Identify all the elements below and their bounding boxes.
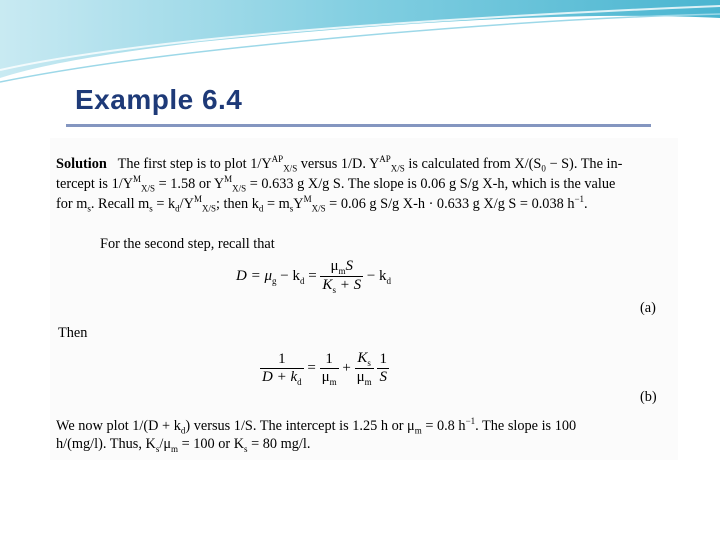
title-underline bbox=[66, 124, 651, 127]
equation-a-tag: (a) bbox=[640, 300, 656, 316]
equation-b-tag: (b) bbox=[640, 389, 657, 405]
solution-label: Solution bbox=[56, 155, 107, 172]
then-text: Then bbox=[58, 325, 88, 341]
solution-line-2: tercept is $1/Y^M_{X/S} = 1.58$ or $Y^M_{X/S} = 0.633$ g X/g S. The slope is 0.06 g S/g X-h, which is the value bbox=[56, 174, 616, 194]
equation-a: $D = \mu_g - k_d$ = $\frac{\mu_mS}{K_s + S}$ − $k_d$ bbox=[236, 258, 392, 295]
final-line-1: We now plot $1/(D + k_d)$ versus 1/S. The intercept is 1.25 h or $\mu_m = 0.8$ $h^{-1}$. The slope is 100 bbox=[56, 416, 577, 436]
solution-line-1: Solution The first step is to plot $1/Y^{AP}_{X/S}$ versus 1/D. $Y^{AP}_{X/S}$ is calculated from $X/(S_0 - S)$. The in- bbox=[56, 154, 623, 174]
solution-line-3: for $m_s$. Recall $m_s = k_d/Y^M_{X/S}$; then $k_d = m_sY^M_{X/S} = 0.06$ g S/g X-h · 0.633 g X/g S = 0.038 $h^{-1}$. bbox=[56, 194, 588, 214]
equation-b: $\frac{1}{D + k_d}$ = $\frac{1}{\mu_m}$ + $\frac{K_s}{\mu_m}$ $\frac{1}{S}$ bbox=[262, 350, 387, 387]
decorative-wave-band bbox=[0, 0, 720, 90]
slide-title: Example 6.4 bbox=[75, 84, 243, 115]
final-line-2: h/(mg/l). Thus, $K_s/\mu_m = 100$ or $K_s = 80$ mg/l. bbox=[56, 436, 311, 454]
second-step-text: For the second step, recall that bbox=[100, 236, 275, 252]
